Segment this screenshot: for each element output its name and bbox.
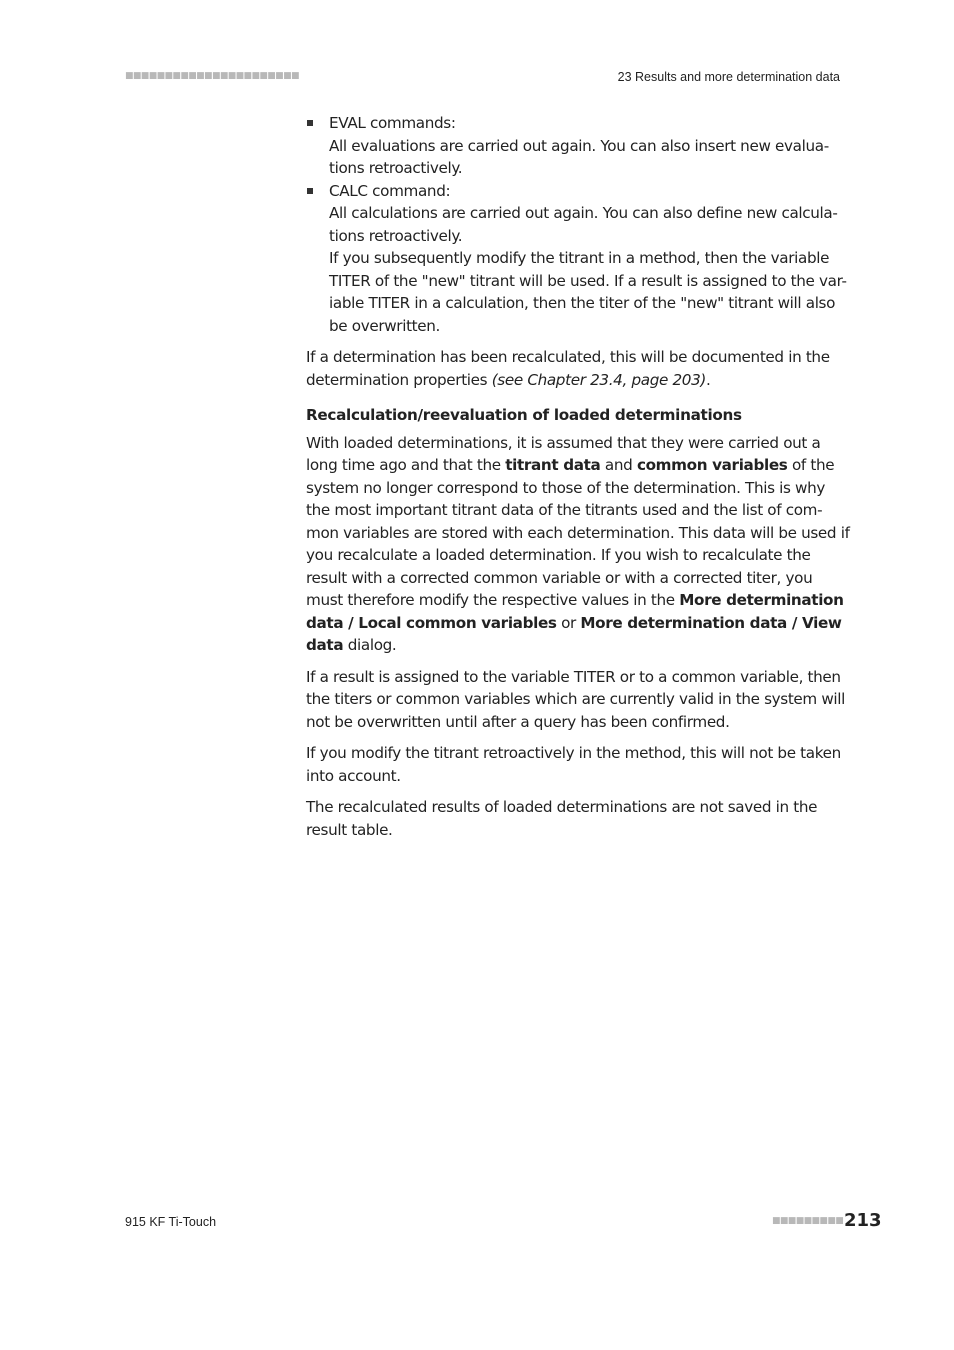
paragraph-line: result table. [306, 820, 393, 839]
paragraph-text: and [600, 456, 637, 474]
paragraph-line: If a determination has been recalculated, this will be documented in the [306, 348, 830, 366]
recalc-paragraph [306, 346, 844, 391]
paragraph-text: of the [787, 456, 835, 474]
emphasis-common-variables: common variables [636, 456, 788, 474]
modify-titrant-paragraph [306, 742, 844, 787]
command-list [306, 112, 847, 337]
list-item-title: EVAL commands: [329, 114, 456, 132]
list-item-text: All evaluations are carried out again. You can also insert new evalua- [329, 136, 829, 155]
emphasis-titrant-data: titrant data [505, 456, 601, 474]
paragraph-line [306, 612, 844, 635]
paragraph-text: must therefore modify the respective values in the [306, 591, 680, 609]
paragraph-line: not be overwritten until after a query has been confirmed. [306, 712, 730, 731]
paragraph-line: If a result is assigned to the variable TITER or to a common variable, then [306, 667, 841, 686]
list-item-text: tions retroactively. [329, 226, 463, 245]
paragraph-line: the titers or common variables which are currently valid in the system will [306, 690, 846, 708]
paragraph-line: system no longer correspond to those of the determination. This is why [306, 478, 826, 497]
bullet-square-icon [307, 120, 313, 126]
paragraph-line: If you modify the titrant retroactively in the method, this will not be taken [306, 744, 841, 762]
emphasis-dialog-name: data [306, 636, 344, 654]
paragraph-text: long time ago and that the [306, 456, 506, 474]
paragraph-line: result with a corrected common variable or with a corrected titer, you [306, 568, 813, 587]
paragraph-line [306, 454, 844, 477]
titer-paragraph [306, 666, 844, 734]
paragraph-line [306, 589, 844, 612]
bullet-square-icon [307, 188, 313, 194]
list-item-text: TITER of the "new" titrant will be used. If a result is assigned to the var- [329, 271, 847, 290]
list-item-calc [306, 180, 847, 338]
not-saved-paragraph [306, 796, 844, 841]
list-item-text: be overwritten. [329, 316, 441, 335]
loaded-determinations-paragraph [306, 432, 850, 657]
section-heading: Recalculation/reevaluation of loaded determinations [306, 406, 742, 424]
chapter-reference-link[interactable]: (see Chapter 23.4, page 203) [491, 370, 706, 389]
paragraph-line [306, 369, 844, 392]
footer-decoration: ■■■■■■■■■ [772, 1216, 844, 1226]
paragraph-text: determination properties [306, 370, 492, 389]
paragraph-line: you recalculate a loaded determination. If you wish to recalculate the [306, 546, 811, 564]
paragraph-text: dialog. [343, 636, 397, 654]
emphasis-dialog-name: More determination [679, 591, 844, 609]
page-number: 213 [844, 1210, 882, 1231]
main-content [306, 112, 850, 841]
list-item-eval [306, 112, 844, 180]
list-item-title: CALC command: [329, 181, 451, 200]
list-item-text: All calculations are carried out again. You can also define new calcula- [329, 204, 838, 222]
list-item-text: iable TITER in a calculation, then the titer of the "new" titrant will also [329, 294, 836, 312]
product-name: 915 KF Ti-Touch [125, 1215, 217, 1229]
paragraph-line [306, 634, 844, 657]
paragraph-line: With loaded determinations, it is assumed that they were carried out a [306, 433, 821, 452]
emphasis-dialog-name: More determination data / View [580, 613, 842, 632]
paragraph-line: into account. [306, 766, 401, 785]
paragraph-line: The recalculated results of loaded determinations are not saved in the [306, 798, 818, 816]
paragraph-text: or [556, 613, 581, 632]
paragraph-line: the most important titrant data of the titrants used and the list of com- [306, 501, 823, 519]
emphasis-dialog-name: data / Local common variables [306, 613, 557, 632]
header-decoration: ■■■■■■■■■■■■■■■■■■■■■■ [125, 71, 299, 81]
paragraph-text: . [705, 370, 711, 389]
list-item-text: If you subsequently modify the titrant in a method, then the variable [329, 249, 830, 267]
chapter-title: 23 Results and more determination data [617, 70, 840, 84]
paragraph-line: mon variables are stored with each determination. This data will be used if [306, 523, 850, 542]
list-item-text: tions retroactively. [329, 159, 463, 177]
